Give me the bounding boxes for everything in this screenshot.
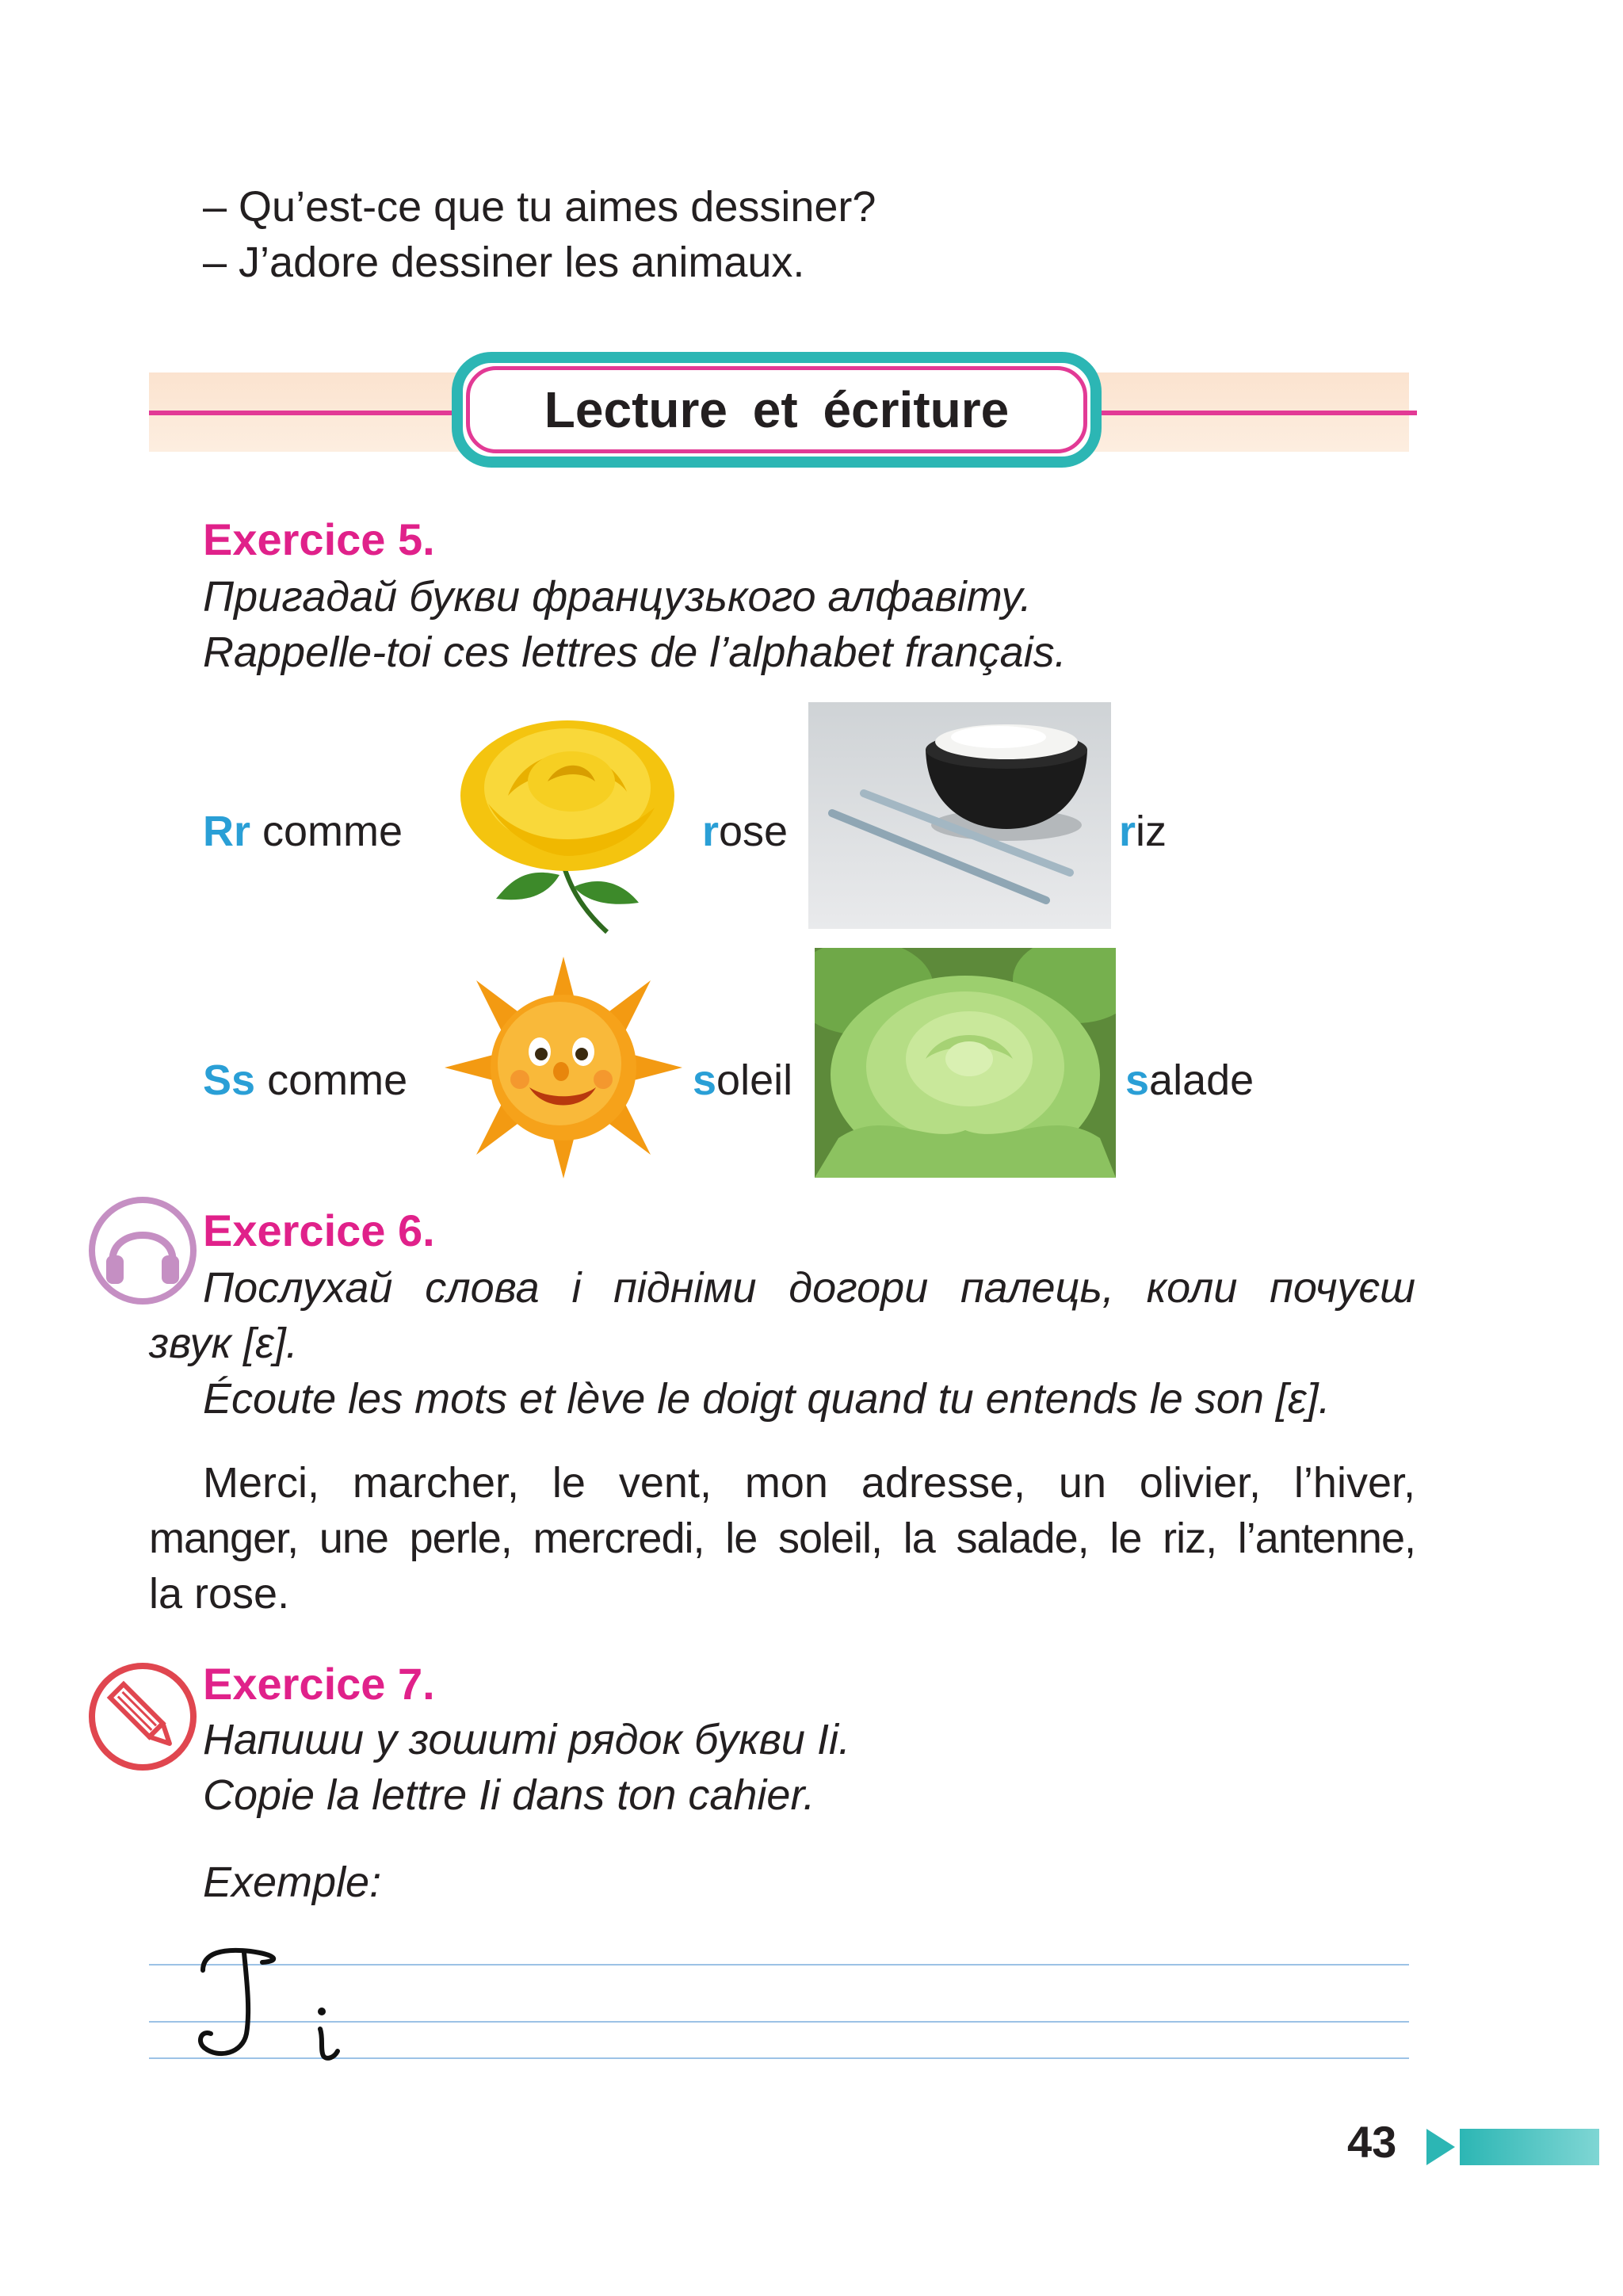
- word-salade: salade: [1125, 1056, 1254, 1104]
- exercise-6-instruction-uk-1: Послухай слова і підніми догори палець, коли почуєш: [203, 1264, 1415, 1312]
- exercise-5-instruction-uk: Пригадай букви французького алфавіту.: [203, 573, 1032, 621]
- rose-image: [441, 709, 694, 935]
- row-s-label: Ss comme: [203, 1056, 408, 1104]
- page-arrow-icon: [1425, 2127, 1457, 2167]
- page-tab: [1460, 2129, 1599, 2165]
- rice-bowl-image: [808, 702, 1111, 929]
- exercise-6-instruction-uk-2: звук [ε].: [149, 1320, 298, 1367]
- sun-image: [441, 953, 686, 1182]
- lettuce-image: [815, 948, 1116, 1178]
- words-line-1: Merci, marcher, le vent, mon adresse, un olivier, l’hiver,: [203, 1459, 1415, 1507]
- exercise-6-title: Exercice 6.: [203, 1205, 435, 1255]
- dialog-line-2: – J’adore dessiner les animaux.: [203, 239, 805, 286]
- section-title: Lecture et écriture: [544, 381, 1010, 438]
- exercise-7-title: Exercice 7.: [203, 1659, 435, 1709]
- word-riz: riz: [1119, 808, 1167, 855]
- word-rose: rose: [702, 808, 789, 855]
- word-soleil: soleil: [693, 1056, 793, 1104]
- row-r-label: Rr comme: [203, 808, 403, 855]
- section-banner: [452, 352, 1102, 468]
- example-label: Exemple:: [203, 1859, 382, 1906]
- pencil-icon: [89, 1663, 197, 1771]
- page-number: 43: [1347, 2117, 1397, 2167]
- exercise-7-instruction-fr: Copie la lettre Ii dans ton cahier.: [203, 1771, 815, 1819]
- words-line-3: la rose.: [149, 1570, 290, 1618]
- exercise-6-instruction-fr: Écoute les mots et lève le doigt quand tu entends le son [ε].: [203, 1375, 1331, 1423]
- exercise-7-instruction-uk: Напиши у зошиті рядок букви Ii.: [203, 1716, 850, 1763]
- dialog-line-1: – Qu’est-ce que tu aimes dessiner?: [203, 183, 876, 231]
- cursive-ii-sample: [187, 1946, 369, 2065]
- headphones-icon: [89, 1197, 197, 1305]
- exercise-5-title: Exercice 5.: [203, 514, 435, 564]
- exercise-5-instruction-fr: Rappelle-toi ces lettres de l’alphabet français.: [203, 628, 1067, 676]
- words-line-2: manger, une perle, mercredi, le soleil, la salade, le riz, l’antenne,: [149, 1515, 1415, 1562]
